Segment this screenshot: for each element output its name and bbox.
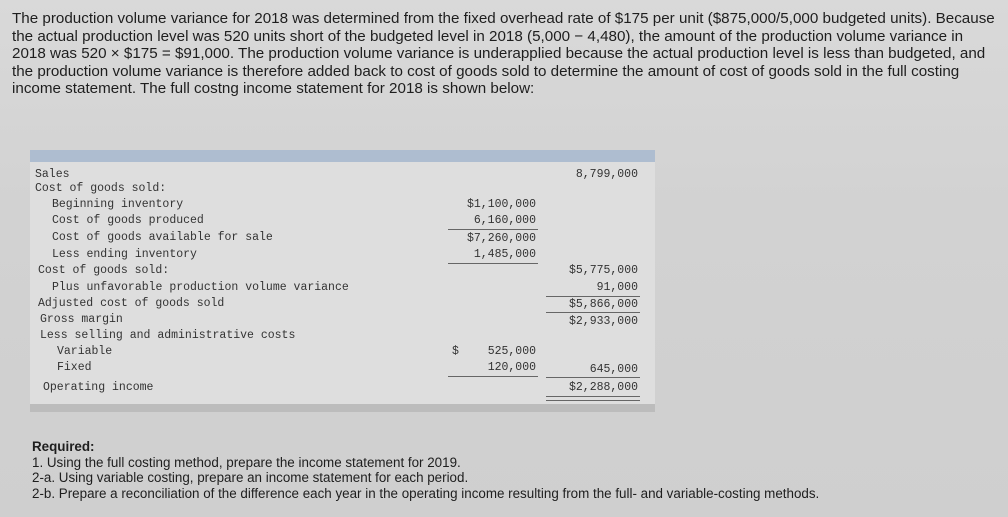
rule-mid-1 <box>448 229 538 230</box>
required-item-1: 1. Using the full costing method, prepare the income statement for 2019. <box>32 454 461 470</box>
right-adjusted-cogs: $5,866,000 <box>568 298 638 311</box>
double-rule-operating-income <box>546 396 640 401</box>
mid-beginning-inventory: $1,100,000 <box>466 198 536 211</box>
row-label-sales: Sales <box>35 168 70 181</box>
statement-header-bar <box>30 150 655 162</box>
required-section <box>32 439 1002 501</box>
intro-paragraph: The production volume variance for 2018 was determined from the fixed overhead rate of $175 per unit ($875,000/5,000 budgeted units). Because the actual production level was 520 units short of the budgeted level in 2018 (5,000 − 4,480), the amount of the production volume variance in 2018 was 520 × $175 = $91,000. The production volume variance is underapplied because the actual production level is less than budgeted, and the production volume variance is therefore added back to cost of goods sold to determine the amount of cost of goods sold in the full costing income statement. The full costng income statement for 2018 is shown below: <box>12 10 995 98</box>
mid-cost-goods-available: $7,260,000 <box>466 232 536 245</box>
rule-mid-3 <box>448 376 538 377</box>
row-label-cost-goods-produced: Cost of goods produced <box>52 214 204 227</box>
row-label-cogs: Cost of goods sold: <box>38 264 170 277</box>
row-label-cogs-header: Cost of goods sold: <box>35 182 167 195</box>
mid-variable: 525,000 <box>487 345 536 358</box>
mid-cost-goods-produced: 6,160,000 <box>473 214 536 227</box>
rule-right-1 <box>546 296 640 297</box>
row-label-adjusted-cogs: Adjusted cost of goods sold <box>38 297 225 310</box>
row-label-cost-goods-available: Cost of goods available for sale <box>52 231 273 244</box>
mid-fixed: 120,000 <box>487 361 536 374</box>
right-volume-variance: 91,000 <box>596 281 638 294</box>
row-label-less-ending-inventory: Less ending inventory <box>52 248 197 261</box>
row-label-fixed: Fixed <box>57 361 92 374</box>
row-label-volume-variance: Plus unfavorable production volume variance <box>52 281 349 294</box>
right-gross-margin: $2,933,000 <box>568 315 638 328</box>
required-item-2a: 2-a. Using variable costing, prepare an income statement for each period. <box>32 470 469 486</box>
dollar-sign-variable: $ <box>452 345 459 358</box>
right-operating-income: $2,288,000 <box>568 381 638 394</box>
right-cogs: $5,775,000 <box>568 264 638 277</box>
mid-less-ending-inventory: 1,485,000 <box>473 248 536 261</box>
row-label-operating-income: Operating income <box>43 381 154 394</box>
right-sales: 8,799,000 <box>575 168 638 181</box>
rule-right-2 <box>546 312 640 313</box>
required-heading: Required: <box>32 439 95 454</box>
row-label-variable: Variable <box>57 345 113 358</box>
required-item-2b: 2-b. Prepare a reconciliation of the difference each year in the operating income resulting from the full- and variable-costing methods. <box>32 485 820 501</box>
rule-mid-2 <box>448 263 538 264</box>
row-label-beginning-inventory: Beginning inventory <box>52 198 184 211</box>
statement-bottom-bar <box>30 404 655 412</box>
row-label-selling-admin: Less selling and administrative costs <box>40 329 296 342</box>
right-fixed-total: 645,000 <box>589 363 638 376</box>
row-label-gross-margin: Gross margin <box>40 313 123 326</box>
rule-right-3 <box>546 377 640 378</box>
